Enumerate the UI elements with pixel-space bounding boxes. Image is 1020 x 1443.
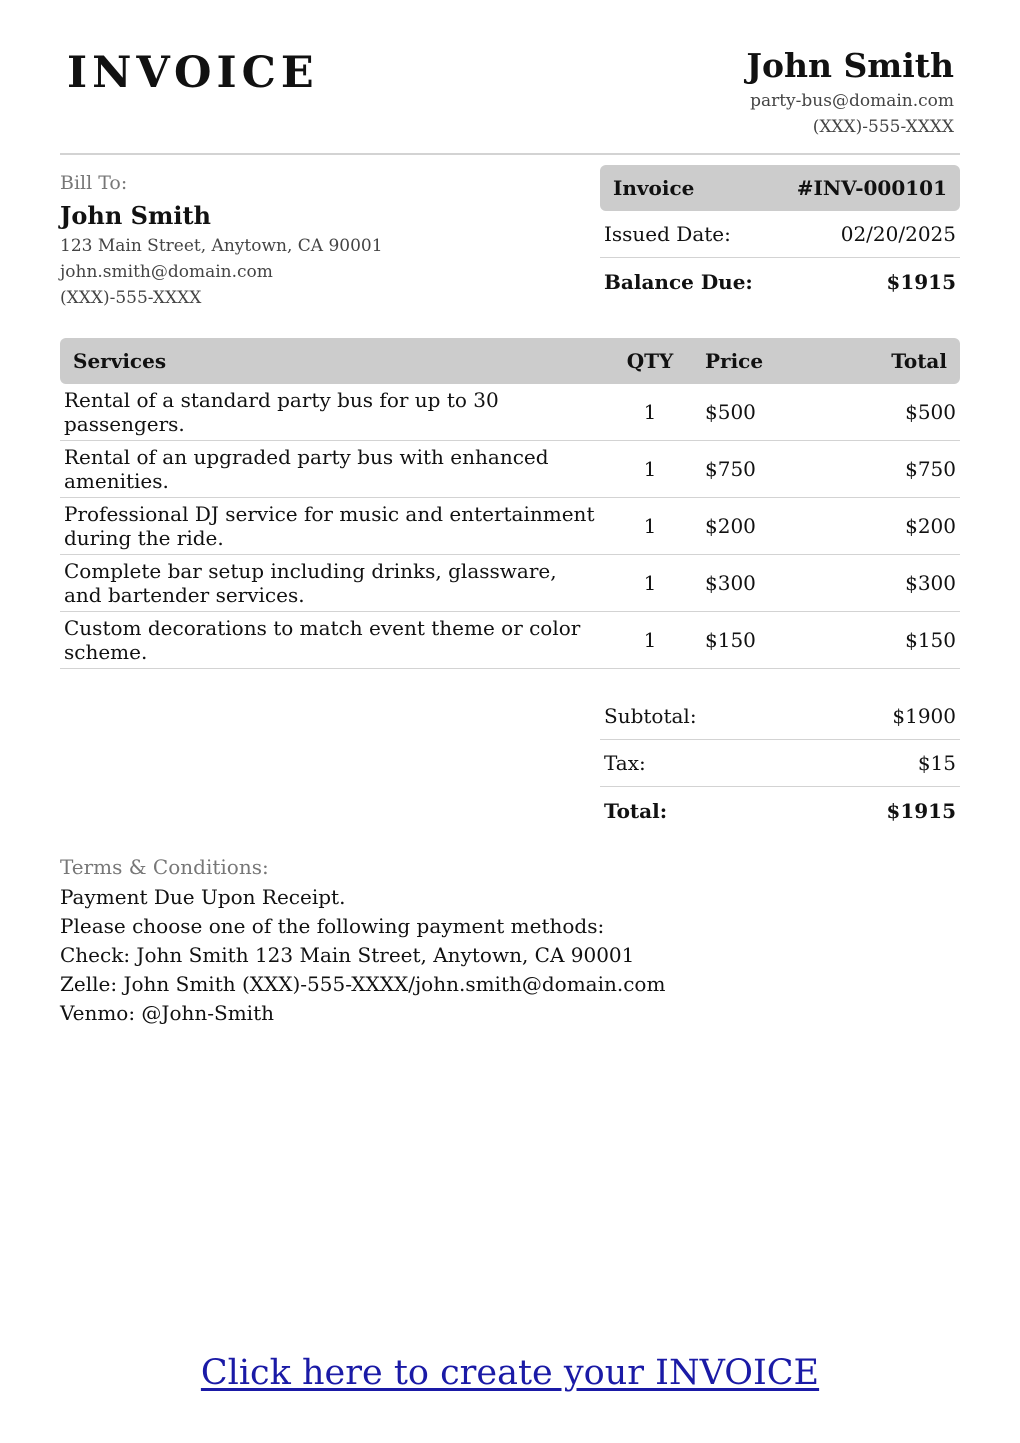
services-table <box>60 338 960 669</box>
table-row <box>60 441 960 498</box>
grand-total-value: $1915 <box>886 798 956 823</box>
service-description: Complete bar setup including drinks, glassware, and bartender services. <box>64 559 557 607</box>
invoice-number: #INV-000101 <box>796 176 947 200</box>
bill-to-phone: (XXX)-555-XXXX <box>60 288 202 308</box>
document-title: INVOICE <box>67 48 319 98</box>
bill-to-label: Bill To: <box>60 172 128 194</box>
subtotal-label: Subtotal: <box>604 704 697 728</box>
invoice-label: Invoice <box>613 176 695 200</box>
service-total: $150 <box>905 628 956 652</box>
terms-line: Payment Due Upon Receipt. <box>60 885 346 909</box>
service-qty: 1 <box>643 457 657 481</box>
service-total: $300 <box>905 571 956 595</box>
grand-total-row <box>600 787 960 834</box>
tax-value: $15 <box>917 751 956 775</box>
bill-to-section <box>60 170 580 311</box>
seller-phone: (XXX)-555-XXXX <box>812 117 954 137</box>
grand-total-label: Total: <box>604 798 668 823</box>
services-table-header <box>60 338 960 384</box>
service-price: $750 <box>705 457 756 481</box>
issued-date-label: Issued Date: <box>604 222 731 246</box>
issued-date-value: 02/20/2025 <box>840 222 956 246</box>
service-price: $200 <box>705 514 756 538</box>
seller-info <box>746 44 954 140</box>
tax-row <box>600 740 960 787</box>
terms-line: Zelle: John Smith (XXX)-555-XXXX/john.smith@domain.com <box>60 972 666 996</box>
table-row <box>60 612 960 669</box>
create-invoice-link[interactable]: Click here to create your INVOICE <box>200 1353 820 1393</box>
invoice-meta <box>600 165 960 305</box>
bill-to-address: 123 Main Street, Anytown, CA 90001 <box>60 236 383 256</box>
table-row <box>60 555 960 612</box>
service-description: Custom decorations to match event theme or color scheme. <box>64 616 581 664</box>
service-qty: 1 <box>643 571 657 595</box>
tax-label: Tax: <box>604 751 646 775</box>
balance-due-value: $1915 <box>886 269 956 294</box>
service-description: Rental of a standard party bus for up to 30 passengers. <box>64 388 499 436</box>
column-header-qty: QTY <box>626 349 674 373</box>
terms-line: Venmo: @John-Smith <box>60 1001 274 1025</box>
terms-section <box>60 853 960 1028</box>
service-price: $150 <box>705 628 756 652</box>
balance-due-row <box>600 258 960 305</box>
footer-cta <box>0 1350 1020 1396</box>
service-price: $500 <box>705 400 756 424</box>
service-total: $750 <box>905 457 956 481</box>
service-price: $300 <box>705 571 756 595</box>
issued-date-row <box>600 211 960 258</box>
bill-to-name: John Smith <box>60 201 211 230</box>
balance-due-label: Balance Due: <box>604 269 753 294</box>
service-description: Rental of an upgraded party bus with enhanced amenities. <box>64 445 549 493</box>
column-header-services: Services <box>73 349 167 373</box>
service-total: $500 <box>905 400 956 424</box>
table-row <box>60 498 960 555</box>
service-qty: 1 <box>643 514 657 538</box>
seller-email: party-bus@domain.com <box>750 91 954 111</box>
bill-to-email: john.smith@domain.com <box>60 262 273 282</box>
terms-line: Please choose one of the following payment methods: <box>60 914 605 938</box>
header-divider <box>60 153 960 155</box>
subtotal-row <box>600 693 960 740</box>
service-total: $200 <box>905 514 956 538</box>
invoice-number-header <box>600 165 960 211</box>
service-description: Professional DJ service for music and entertainment during the ride. <box>64 502 595 550</box>
subtotal-value: $1900 <box>892 704 956 728</box>
column-header-price: Price <box>705 349 764 373</box>
terms-label: Terms & Conditions: <box>60 855 269 879</box>
terms-line: Check: John Smith 123 Main Street, Anytown, CA 90001 <box>60 943 635 967</box>
table-row <box>60 384 960 441</box>
service-qty: 1 <box>643 628 657 652</box>
column-header-total: Total <box>891 349 947 373</box>
seller-name: John Smith <box>746 46 954 85</box>
totals-section <box>600 693 960 834</box>
service-qty: 1 <box>643 400 657 424</box>
